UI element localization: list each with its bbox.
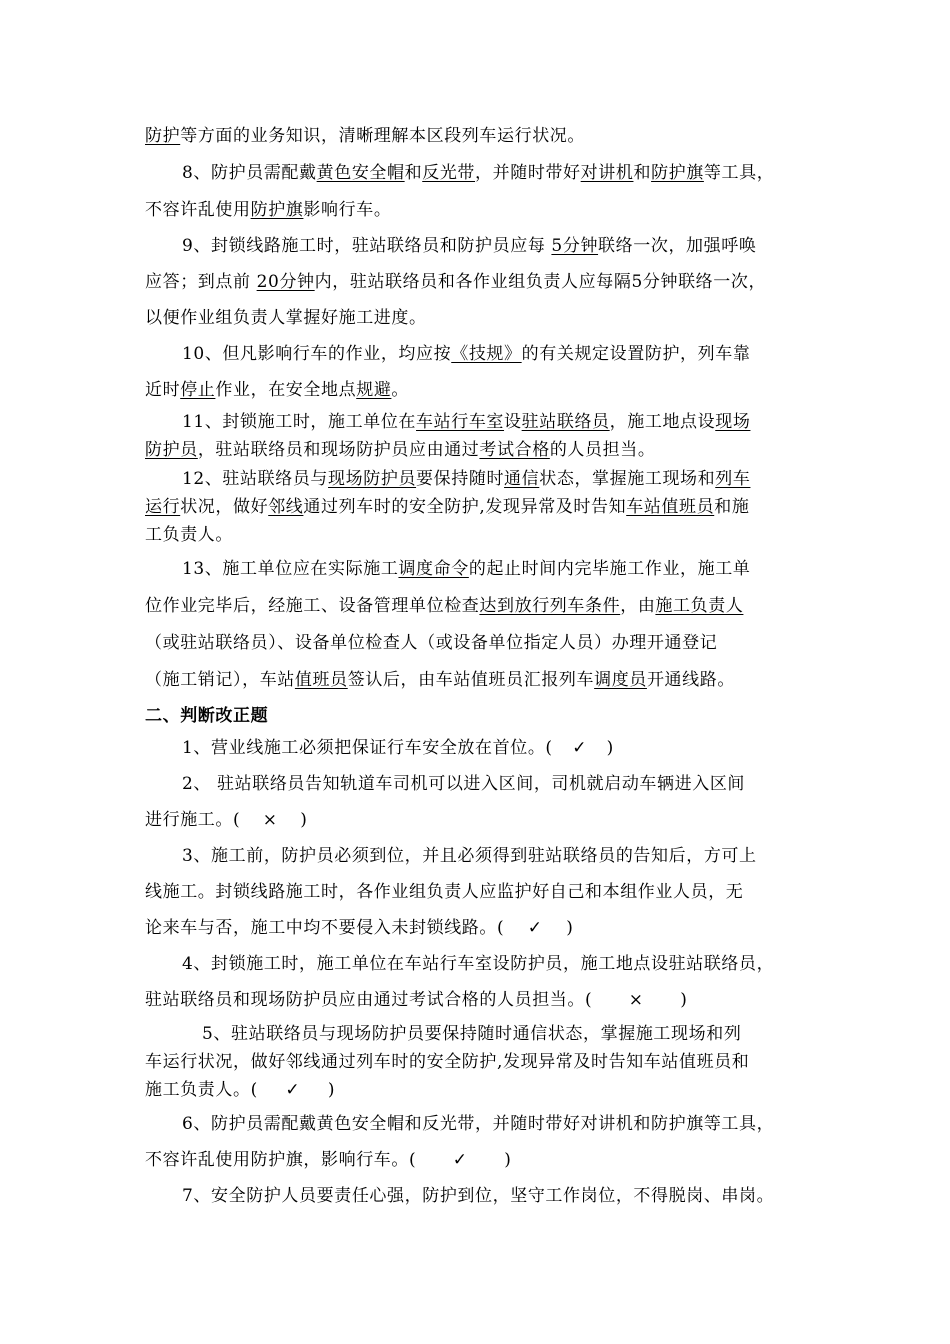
question-6-line-1: [182, 1112, 774, 1136]
text-run: （施工销记），车站: [145, 670, 295, 690]
text-run: 1、营业线施工必须把保证行车安全放在首位。(: [182, 738, 553, 758]
answer-blank: 现场防护员: [328, 469, 417, 489]
question-5-line-2: [145, 1050, 749, 1074]
answer-blank: 达到放行列车条件: [479, 596, 621, 616]
answer-blank: 停止: [180, 380, 216, 400]
answer-blank: 对讲机: [580, 163, 634, 183]
item-13-line-3: [145, 631, 717, 655]
item-9-line-3: [145, 306, 427, 330]
item-11-line-1: [182, 410, 750, 434]
answer-blank: 驻站联络员: [521, 412, 610, 432]
text-run: 进行施工。(: [145, 810, 241, 830]
answer-blank: 5分钟: [551, 236, 599, 256]
text-run: 不容许乱使用: [145, 200, 251, 220]
answer-blank: 防护员: [145, 440, 198, 460]
item-8-line-1: [182, 161, 774, 185]
question-3-line-2: [145, 880, 743, 904]
text-run: 和施: [714, 497, 750, 517]
item-10-line-2: [145, 378, 409, 402]
question-3-line-3: [145, 916, 573, 940]
text-run: 影响行车。: [303, 200, 392, 220]
check-mark: ✓: [452, 1150, 468, 1170]
answer-blank: 20分钟: [256, 272, 315, 292]
item-12-line-3: [145, 523, 233, 547]
text-run: 开通线路。: [646, 670, 735, 690]
answer-blank: 防护: [145, 126, 181, 146]
text-run: ，并随时带好: [475, 163, 581, 183]
item-13-line-4: [145, 668, 735, 692]
question-2-line-2: [145, 808, 307, 832]
cross-mark: ×: [262, 810, 278, 830]
text-run: 线施工。封锁线路施工时，各作业组负责人应监护好自己和本组作业人员，无: [145, 882, 744, 902]
question-6-line-2: [145, 1148, 511, 1172]
text-run: 状况，做好: [180, 497, 269, 517]
text-run: ): [327, 1080, 336, 1100]
text-run: 6、防护员需配戴黄色安全帽和反光带，并随时带好对讲机和防护旗等工具，: [182, 1114, 775, 1134]
question-3-line-1: [182, 844, 757, 868]
text-run: 等方面的业务知识，清晰理解本区段列车运行状况。: [180, 126, 586, 146]
answer-blank: 防护旗: [250, 200, 304, 220]
item-9-line-2: [145, 270, 766, 294]
text-run: 13、施工单位应在实际施工: [182, 559, 399, 579]
answer-blank: 现场: [715, 412, 751, 432]
answer-blank: 规避: [356, 380, 392, 400]
answer-blank: 反光带: [422, 163, 476, 183]
text-run: 状态，掌握施工现场和: [539, 469, 716, 489]
item-10-line-1: [182, 342, 750, 366]
text-run: 要保持随时: [416, 469, 505, 489]
answer-blank: 黄色安全帽: [316, 163, 405, 183]
text-run: 等工具，: [703, 163, 775, 183]
text-run: 驻站联络员和现场防护员应由通过考试合格的人员担当。(: [145, 990, 593, 1010]
text-run: 的有关规定设置防护，列车靠: [521, 344, 751, 364]
answer-blank: 调度员: [594, 670, 647, 690]
text-run: 不容许乱使用防护旗，影响行车。(: [145, 1150, 417, 1170]
text-run: ): [566, 918, 574, 938]
text-run: 近时: [145, 380, 181, 400]
text-run: ，由: [620, 596, 656, 616]
text-run: 4、封锁施工时，施工单位在车站行车室设防护员，施工地点设驻站联络员，: [182, 954, 775, 974]
answer-blank: 考试合格: [479, 440, 550, 460]
item-13-line-2: [145, 594, 743, 618]
item-13-line-1: [182, 557, 750, 581]
answer-blank: 运行: [145, 497, 181, 517]
text-run: 和: [633, 163, 652, 183]
text-run: 联络一次，加强呼唤: [598, 236, 757, 256]
item-12-line-2: [145, 495, 749, 519]
question-1: [182, 736, 614, 760]
answer-blank: 列车: [715, 469, 751, 489]
answer-blank: 车站行车室: [416, 412, 505, 432]
check-mark: ✓: [572, 738, 588, 758]
cross-mark: ×: [628, 990, 644, 1010]
answer-blank: 车站值班员: [626, 497, 715, 517]
answer-blank: 通信: [504, 469, 540, 489]
text-run: 12、驻站联络员与: [182, 469, 329, 489]
text-run: 9、封锁线路施工时，驻站联络员和防护员应每: [182, 236, 552, 256]
answer-blank: 调度命令: [398, 559, 469, 579]
item-11-line-2: [145, 438, 655, 462]
item-12-line-1: [182, 467, 750, 491]
text-run: ): [504, 1150, 512, 1170]
text-run: 的人员担当。: [549, 440, 656, 460]
text-run: 2、 驻站联络员告知轨道车司机可以进入区间，司机就启动车辆进入区间: [182, 774, 746, 794]
item-8-line-2: [145, 198, 391, 222]
text-run: 。: [391, 380, 410, 400]
item-7-tail: [145, 124, 585, 148]
text-run: 10、但凡影响行车的作业，均应按: [182, 344, 452, 364]
text-run: 论来车与否，施工中均不要侵入未封锁线路。(: [145, 918, 505, 938]
text-run: ): [606, 738, 614, 758]
question-7: [182, 1184, 774, 1208]
text-run: 车运行状况，做好邻线通过列车时的安全防护,发现异常及时告知车站值班员和: [145, 1052, 750, 1072]
question-5-line-1: [202, 1022, 741, 1046]
check-mark: ✓: [285, 1080, 301, 1100]
question-5-line-3: [145, 1078, 335, 1102]
text-run: ，施工地点设: [609, 412, 716, 432]
text-run: 7、安全防护人员要责任心强，防护到位，坚守工作岗位，不得脱岗、串岗。: [182, 1186, 775, 1206]
answer-blank: 施工负责人: [655, 596, 744, 616]
answer-blank: 防护旗: [651, 163, 704, 183]
text-run: 通过列车时的安全防护,发现异常及时告知: [303, 497, 627, 517]
answer-blank: 邻线: [268, 497, 304, 517]
text-run: ，驻站联络员和现场防护员应由通过: [197, 440, 480, 460]
text-run: 5、驻站联络员与现场防护员要保持随时通信状态，掌握施工现场和列: [202, 1024, 742, 1044]
text-run: （或驻站联络员）、设备单位检查人（或设备单位指定人员）办理开通登记: [145, 633, 718, 653]
text-run: 位作业完毕后，经施工、设备管理单位检查: [145, 596, 480, 616]
item-9-line-1: [182, 234, 756, 258]
text-run: 施工负责人。(: [145, 1080, 258, 1100]
text-run: 应答；到点前: [145, 272, 257, 292]
text-run: ): [680, 990, 688, 1010]
check-mark: ✓: [527, 918, 543, 938]
text-run: 作业，在安全地点: [215, 380, 357, 400]
text-run: 以便作业组负责人掌握好施工进度。: [145, 308, 427, 328]
answer-blank: 值班员: [294, 670, 348, 690]
question-4-line-1: [182, 952, 774, 976]
text-run: 3、施工前，防护员必须到位，并且必须得到驻站联络员的告知后，方可上: [182, 846, 757, 866]
text-run: 8、防护员需配戴: [182, 163, 317, 183]
answer-blank: 《技规》: [451, 344, 522, 364]
text-run: 11、封锁施工时，施工单位在: [182, 412, 417, 432]
text-run: 内，驻站联络员和各作业组负责人应每隔5分钟联络一次，: [314, 272, 767, 292]
text-run: 签认后，由车站值班员汇报列车: [347, 670, 595, 690]
text-run: 的起止时间内完毕施工作业，施工单: [468, 559, 751, 579]
text-run: 和: [404, 163, 423, 183]
question-2-line-1: [182, 772, 745, 796]
text-run: ): [300, 810, 308, 830]
text-run: 设: [504, 412, 522, 432]
text-run: 工负责人。: [145, 525, 233, 545]
section-heading: 二、判断改正题: [145, 706, 269, 726]
question-4-line-2: [145, 988, 687, 1012]
